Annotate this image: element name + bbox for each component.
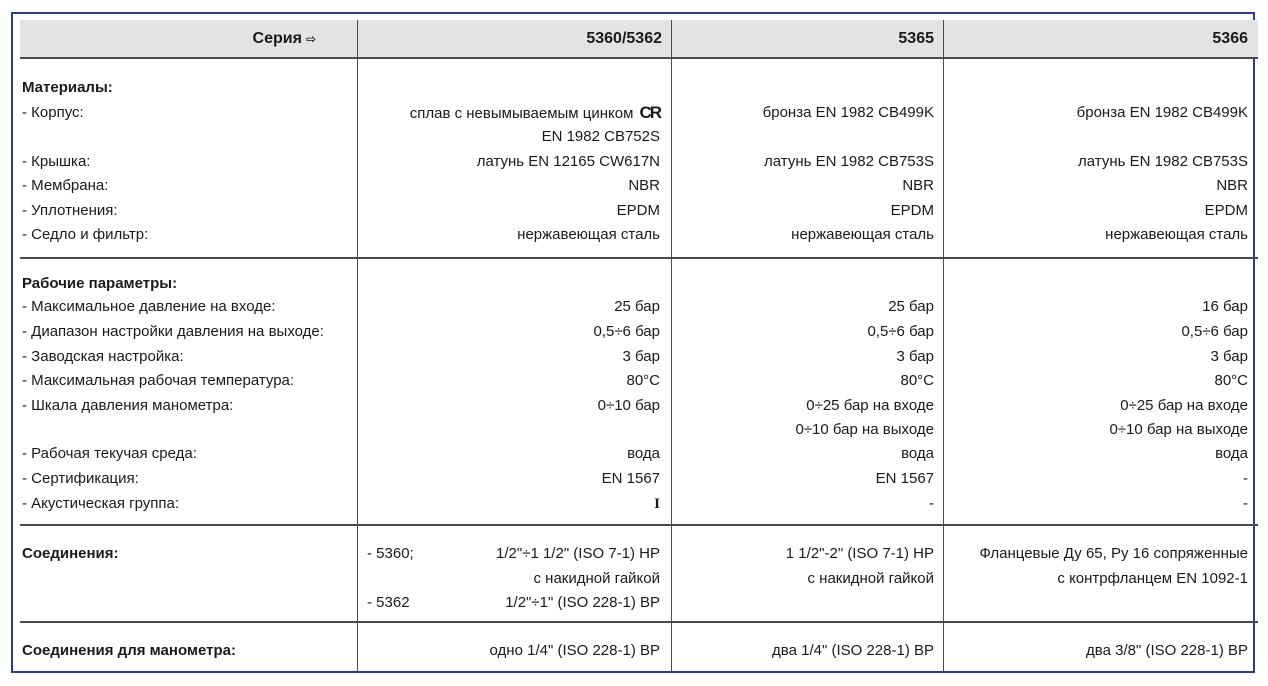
- body-value-5365: бронза EN 1982 CB499K: [762, 104, 934, 121]
- gauge-scale-5366-outlet: 0÷10 бар на выходе: [1109, 421, 1248, 438]
- temp-5360: 80°C: [626, 372, 660, 389]
- arrow-icon: ⇨: [305, 32, 316, 46]
- acoustic-5365: -: [929, 495, 934, 512]
- range-5366: 0,5÷6 бар: [1181, 323, 1248, 340]
- connections-5366-counterflange: с контрфланцем EN 1092-1: [1057, 570, 1248, 587]
- params-title: Рабочие параметры:: [22, 275, 178, 292]
- connections-5365-size: 1 1/2"-2" (ISO 7-1) НР: [785, 545, 934, 562]
- factory-5366: 3 бар: [1210, 348, 1248, 365]
- membrane-value-5360: NBR: [628, 177, 660, 194]
- fluid-label: - Рабочая текучая среда:: [22, 445, 197, 462]
- factory-label: - Заводская настройка:: [22, 348, 184, 365]
- seat-value-5365: нержавеющая сталь: [791, 226, 934, 243]
- acoustic-label: - Акустическая группа:: [22, 495, 180, 512]
- cr-logo-icon: CR: [639, 103, 660, 122]
- body-value-5360: [410, 104, 660, 123]
- temp-5366: 80°C: [1214, 372, 1248, 389]
- max-pressure-label: - Максимальное давление на входе:: [22, 298, 276, 315]
- membrane-label: - Мембрана:: [22, 177, 109, 194]
- max-pressure-5360: 25 бар: [614, 298, 660, 315]
- column-divider: [943, 20, 944, 671]
- column-divider: [357, 20, 358, 671]
- seat-label: - Седло и фильтр:: [22, 226, 149, 243]
- connections-5360-model: - 5360;: [367, 545, 414, 562]
- gauge-scale-5360: 0÷10 бар: [597, 397, 660, 414]
- gauge-scale-label: - Шкала давления манометра:: [22, 397, 234, 414]
- gauge-connections-5360: одно 1/4" (ISO 228-1) ВР: [489, 642, 660, 659]
- row-divider: [20, 524, 1258, 526]
- gauge-connections-5365: два 1/4" (ISO 228-1) ВР: [772, 642, 934, 659]
- seals-value-5365: EPDM: [890, 202, 934, 219]
- max-pressure-5365: 25 бар: [888, 298, 934, 315]
- body-value-5360-line2: EN 1982 CB752S: [541, 128, 660, 145]
- membrane-value-5365: NBR: [902, 177, 934, 194]
- gauge-scale-5365-inlet: 0÷25 бар на входе: [806, 397, 934, 414]
- factory-5360: 3 бар: [622, 348, 660, 365]
- acoustic-5360: I: [654, 496, 660, 512]
- seals-value-5366: EPDM: [1204, 202, 1248, 219]
- header-5366: 5366: [1212, 30, 1248, 47]
- series-label: Серия: [252, 30, 302, 48]
- seat-value-5366: нержавеющая сталь: [1105, 226, 1248, 243]
- body-material-text: сплав с невымываемым цинком: [409, 105, 634, 122]
- connections-5365-nut: с накидной гайкой: [807, 570, 934, 587]
- seat-value-5360: нержавеющая сталь: [517, 226, 660, 243]
- factory-5365: 3 бар: [896, 348, 934, 365]
- temp-5365: 80°C: [900, 372, 934, 389]
- gauge-connections-title: Соединения для манометра:: [22, 642, 237, 659]
- gauge-connections-5366: два 3/8" (ISO 228-1) ВР: [1086, 642, 1248, 659]
- body-label: - Корпус:: [22, 104, 84, 121]
- seals-label: - Уплотнения:: [22, 202, 118, 219]
- body-value-5366: бронза EN 1982 CB499K: [1076, 104, 1248, 121]
- cover-value-5360: латунь EN 12165 CW617N: [476, 153, 660, 170]
- seals-value-5360: EPDM: [616, 202, 660, 219]
- connections-5362-model: - 5362: [367, 594, 410, 611]
- column-divider: [671, 20, 672, 671]
- materials-title: Материалы:: [22, 79, 113, 96]
- row-divider: [20, 57, 1258, 59]
- connections-5362-size: 1/2"÷1" (ISO 228-1) ВР: [505, 594, 660, 611]
- temp-label: - Максимальная рабочая температура:: [22, 372, 295, 389]
- gauge-scale-5365-outlet: 0÷10 бар на выходе: [795, 421, 934, 438]
- cover-value-5366: латунь EN 1982 CB753S: [1078, 153, 1248, 170]
- fluid-5360: вода: [627, 445, 660, 462]
- cert-label: - Сертификация:: [22, 470, 139, 487]
- row-divider: [20, 257, 1258, 259]
- fluid-5365: вода: [901, 445, 934, 462]
- cover-label: - Крышка:: [22, 153, 91, 170]
- row-divider: [20, 621, 1258, 623]
- cert-5360: EN 1567: [601, 470, 660, 487]
- cover-value-5365: латунь EN 1982 CB753S: [764, 153, 934, 170]
- series-header: [253, 30, 316, 48]
- membrane-value-5366: NBR: [1216, 177, 1248, 194]
- cert-5365: EN 1567: [875, 470, 934, 487]
- range-5365: 0,5÷6 бар: [867, 323, 934, 340]
- range-5360: 0,5÷6 бар: [593, 323, 660, 340]
- gauge-scale-5366-inlet: 0÷25 бар на входе: [1120, 397, 1248, 414]
- connections-5360-size: 1/2"÷1 1/2" (ISO 7-1) НР: [496, 545, 660, 562]
- header-5365: 5365: [898, 30, 934, 47]
- cert-5366: -: [1243, 470, 1248, 487]
- header-5360-5362: 5360/5362: [586, 30, 662, 47]
- fluid-5366: вода: [1215, 445, 1248, 462]
- connections-5360-nut: с накидной гайкой: [533, 570, 660, 587]
- acoustic-5366: -: [1243, 495, 1248, 512]
- connections-title: Соединения:: [22, 545, 119, 562]
- max-pressure-5366: 16 бар: [1202, 298, 1248, 315]
- range-label: - Диапазон настройки давления на выходе:: [22, 323, 324, 340]
- connections-5366-flange: Фланцевые Ду 65, Ру 16 сопряженные: [979, 545, 1248, 562]
